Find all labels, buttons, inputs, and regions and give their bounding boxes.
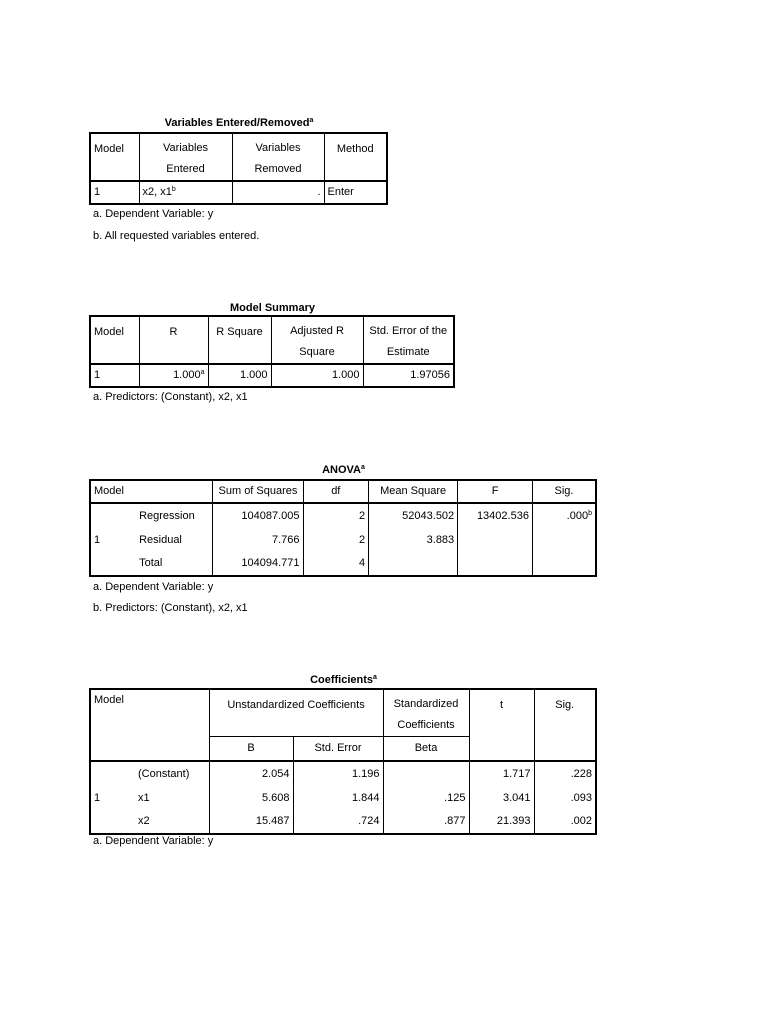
header-model: Model	[90, 133, 139, 181]
header-model: Model	[90, 689, 209, 761]
row-sig: .228	[570, 768, 593, 780]
row-sig	[532, 529, 596, 552]
header-std-error: Std. Error	[293, 737, 383, 762]
row-method: Enter	[327, 186, 354, 198]
header-model: Model	[90, 316, 139, 364]
model-summary-title: Model Summary	[230, 302, 315, 314]
row-r	[139, 364, 208, 387]
header-b: B	[209, 737, 293, 762]
row-f: 13402.536	[458, 503, 533, 529]
footnote: a. Dependent Variable: y	[93, 208, 214, 220]
header-variables-removed: Variables Removed	[232, 133, 324, 181]
row-sig-text: .000	[566, 510, 589, 522]
header-sig: Sig.	[532, 480, 596, 503]
row-t: 21.393	[469, 810, 534, 834]
variables-entered-title	[90, 117, 388, 129]
row-label: x2	[138, 815, 150, 827]
anova-title-text: ANOVA	[322, 464, 361, 476]
header-adjusted-r-square: Adjusted R Square	[271, 316, 363, 364]
row-df: 2	[303, 529, 369, 552]
coefficients-title	[90, 674, 597, 686]
row-label: x1	[138, 792, 150, 804]
anova-table	[89, 479, 597, 577]
row-variables-removed: .	[232, 181, 324, 204]
header-df: df	[303, 480, 369, 503]
row-mean-square	[369, 552, 458, 576]
row-label: Residual	[139, 534, 182, 546]
footnote: b. All requested variables entered.	[93, 230, 260, 242]
model-number: 1	[94, 534, 101, 546]
header-f: F	[458, 480, 533, 503]
row-sum-of-squares: 7.766	[213, 529, 303, 552]
model-summary-table	[89, 315, 455, 388]
row-mean-square: 3.883	[369, 529, 458, 552]
header-method: Method	[324, 133, 387, 181]
anova-title-sup: a	[361, 464, 365, 471]
header-sig: Sig.	[534, 689, 596, 761]
row-r-sup: a	[200, 369, 205, 376]
variables-entered-title-text: Variables Entered/Removed	[164, 117, 310, 129]
variables-entered-title-sup: a	[309, 117, 314, 124]
coefficients-title-sup: a	[373, 674, 377, 681]
row-sum-of-squares: 104094.771	[213, 552, 303, 576]
row-std-error: .724	[293, 810, 383, 834]
row-beta: .877	[383, 810, 469, 834]
row-std-error: 1.196	[293, 761, 383, 787]
row-sum-of-squares: 104087.005	[213, 503, 303, 529]
model-number-spacer	[90, 761, 135, 787]
row-std-error: 1.844	[293, 787, 383, 810]
footnote: a. Predictors: (Constant), x2, x1	[93, 391, 248, 403]
coefficients-title-text: Coefficients	[310, 674, 374, 686]
footnote: a. Dependent Variable: y	[93, 581, 214, 593]
footnote: b. Predictors: (Constant), x2, x1	[93, 602, 248, 614]
footnote: a. Dependent Variable: y	[93, 835, 214, 847]
header-variables-entered: Variables Entered	[139, 133, 232, 181]
row-beta	[383, 761, 469, 787]
row-sig: .093	[570, 792, 593, 804]
coefficients-table	[89, 688, 597, 835]
model-number-spacer	[90, 503, 136, 529]
row-sig	[532, 552, 596, 576]
row-f	[458, 552, 533, 576]
model-number: 1	[94, 792, 101, 804]
row-variables-entered	[139, 181, 232, 204]
header-sum-of-squares: Sum of Squares	[213, 480, 303, 503]
row-label: (Constant)	[138, 768, 190, 780]
header-r: R	[139, 316, 208, 364]
row-sig	[532, 503, 596, 529]
row-b: 15.487	[209, 810, 293, 834]
header-t: t	[469, 689, 534, 761]
row-model: 1	[90, 364, 139, 387]
model-number-spacer	[90, 552, 136, 576]
model-number-spacer	[90, 810, 135, 834]
row-std-error-estimate: 1.97056	[410, 369, 450, 381]
header-unstandardized-coefficients: Unstandardized Coefficients	[209, 689, 383, 737]
header-standardized-coefficients: Standardized Coefficients	[383, 689, 469, 737]
row-label: Regression	[139, 510, 195, 522]
row-beta: .125	[383, 787, 469, 810]
row-b: 5.608	[209, 787, 293, 810]
header-model: Model	[90, 480, 213, 503]
header-mean-square: Mean Square	[369, 480, 458, 503]
row-t: 3.041	[469, 787, 534, 810]
row-df: 2	[303, 503, 369, 529]
row-variables-entered-sup: b	[171, 186, 176, 193]
header-r-square: R Square	[208, 316, 271, 364]
row-b: 2.054	[209, 761, 293, 787]
header-std-error-estimate: Std. Error of the Estimate	[363, 316, 454, 364]
row-adjusted-r-square: 1.000	[271, 364, 363, 387]
header-beta: Beta	[383, 737, 469, 762]
row-sig-sup: b	[588, 510, 592, 517]
row-f	[458, 529, 533, 552]
row-df: 4	[303, 552, 369, 576]
row-label: Total	[139, 557, 163, 569]
row-r-text: 1.000	[173, 369, 201, 381]
row-r-square: 1.000	[208, 364, 271, 387]
variables-entered-table	[89, 132, 388, 205]
row-t: 1.717	[469, 761, 534, 787]
row-sig: .002	[570, 815, 593, 827]
row-variables-entered-text: x2, x1	[142, 186, 172, 198]
row-mean-square: 52043.502	[369, 503, 458, 529]
row-model: 1	[90, 181, 139, 204]
anova-title	[90, 464, 597, 476]
